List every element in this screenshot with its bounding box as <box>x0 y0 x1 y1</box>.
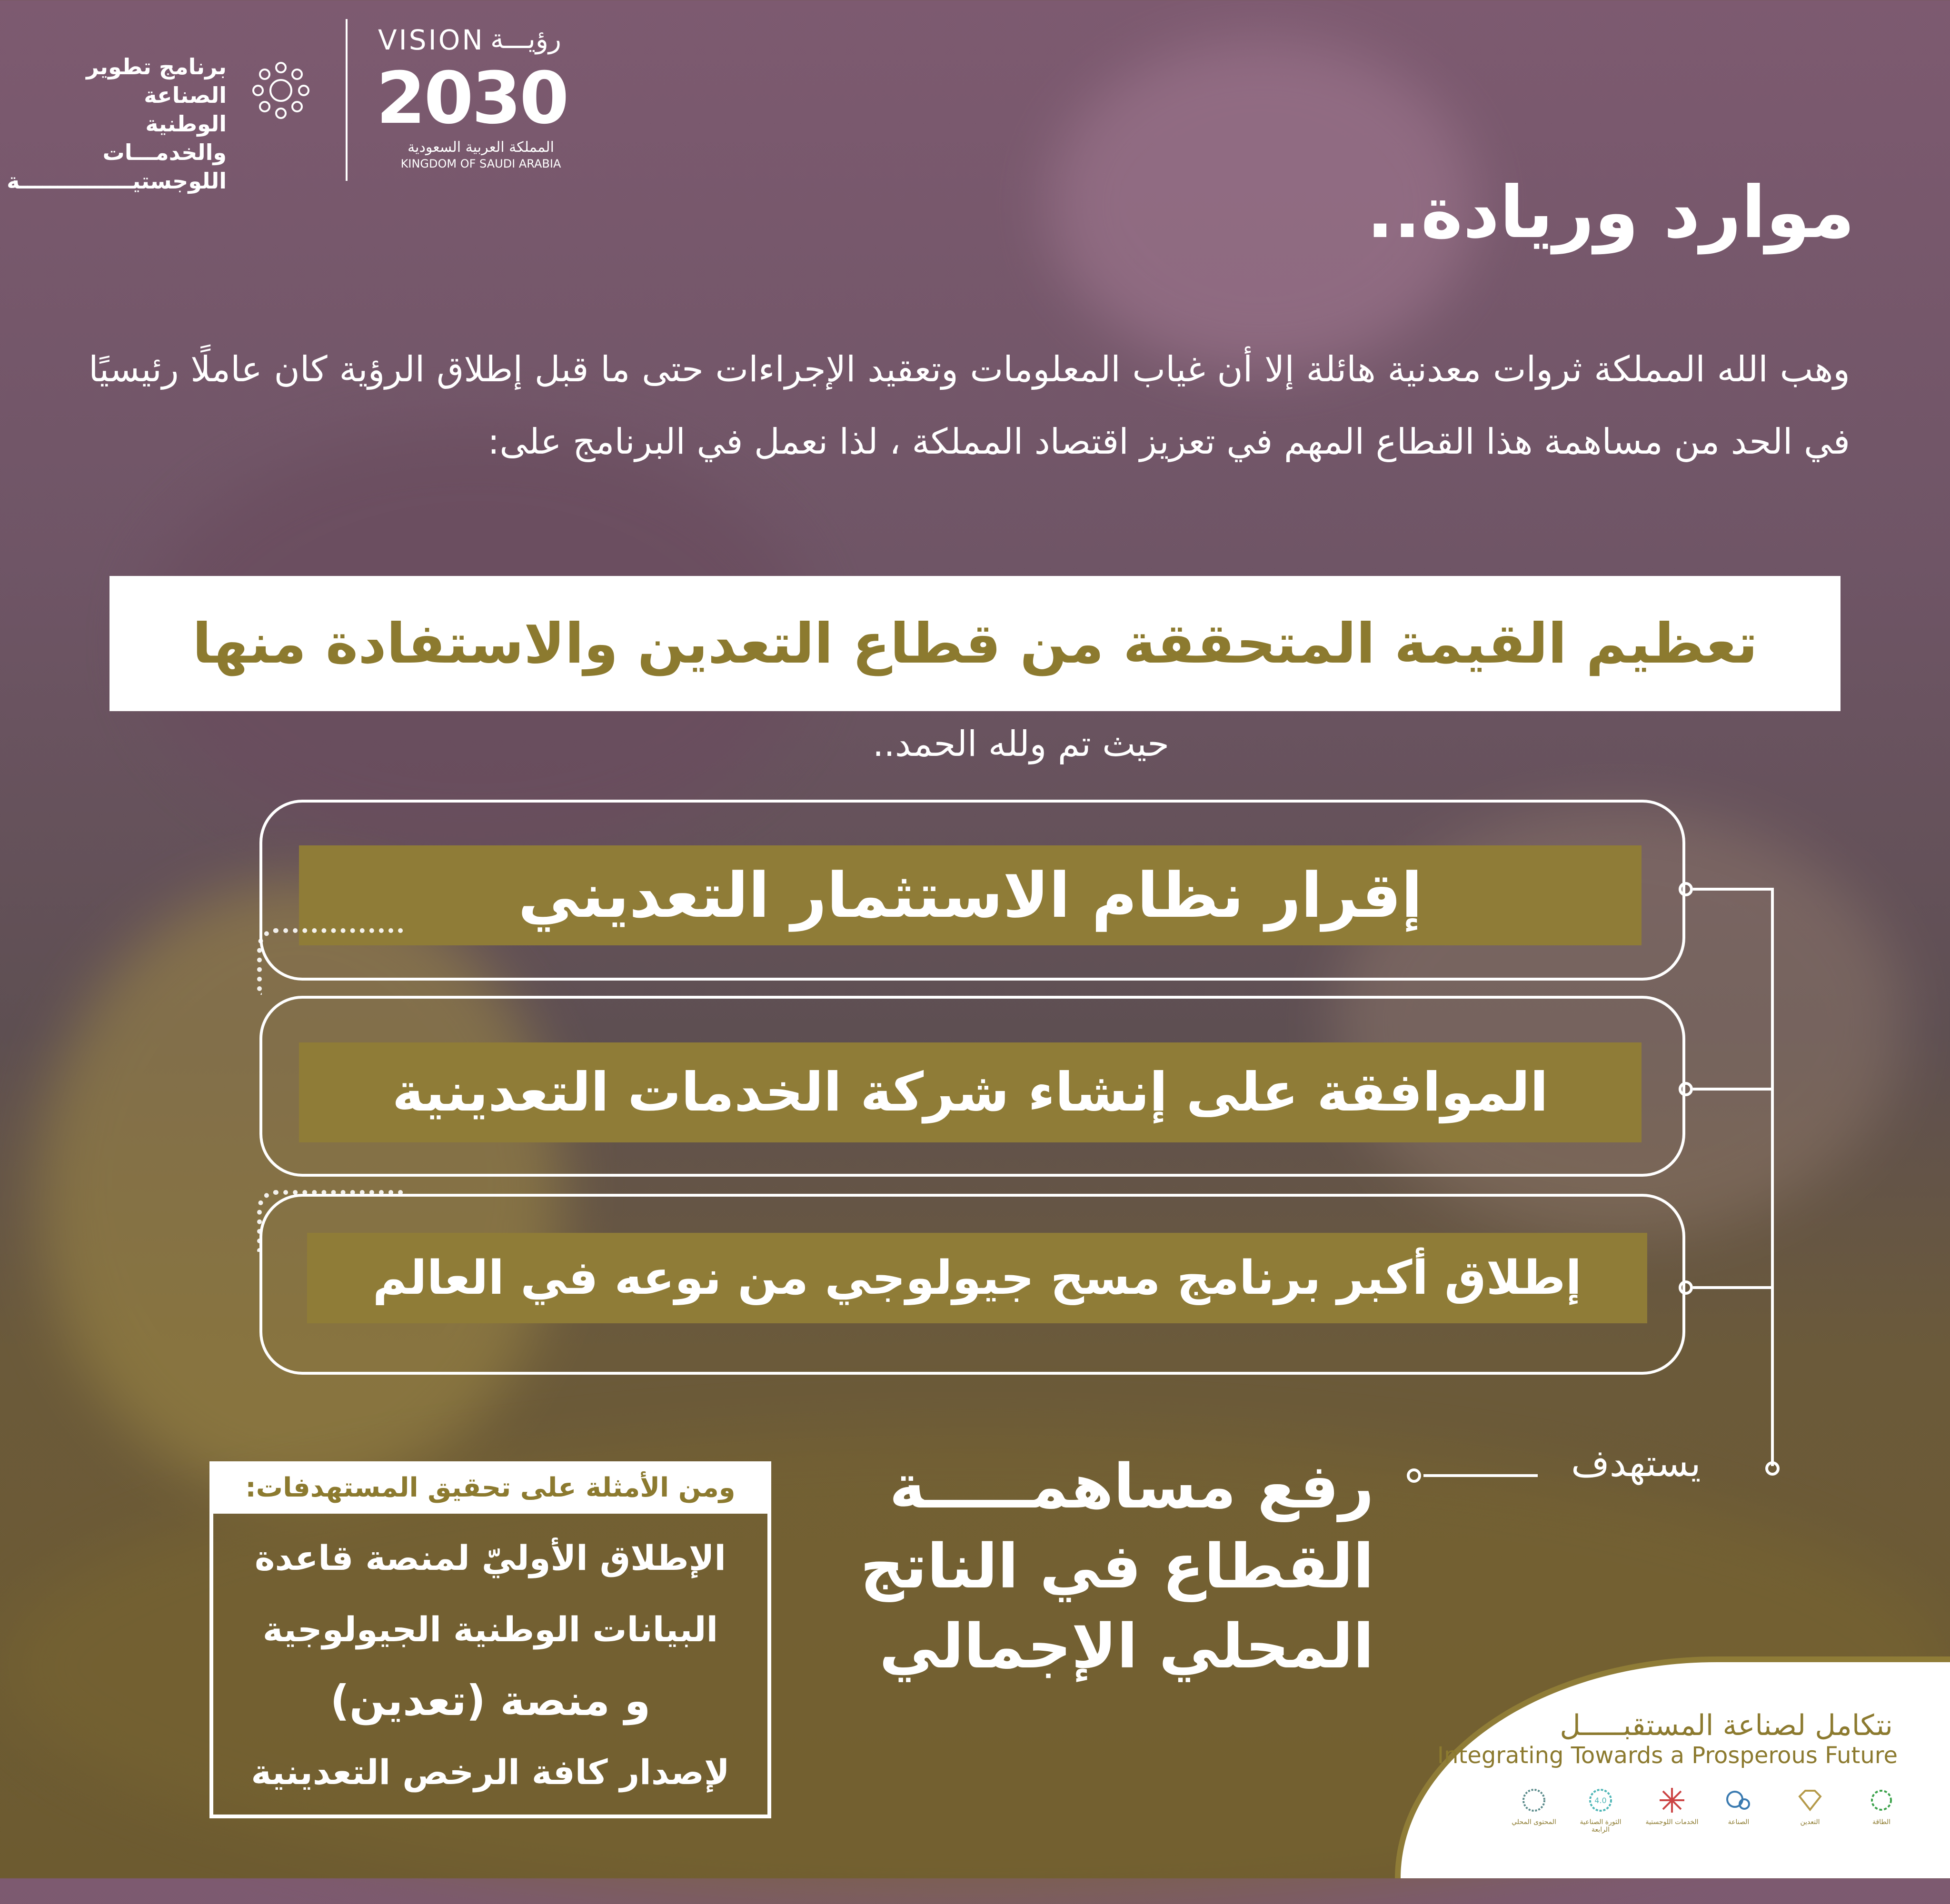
sector-label-energy: الطاقة <box>1872 1818 1891 1826</box>
header-divider <box>346 19 348 181</box>
kingdom-ar: المملكة العربية السعودية <box>408 139 554 156</box>
program-logo-icon <box>248 57 314 124</box>
target-text <box>803 1447 1374 1687</box>
sector-label-mining: التعدين <box>1800 1818 1820 1826</box>
target-arrow-line <box>1423 1474 1538 1477</box>
industry-4-icon <box>1585 1785 1616 1815</box>
footer-slogan-en: Integrating Towards a Prosperous Future <box>1437 1742 1898 1769</box>
vision-2030-logo <box>371 19 600 171</box>
sector-label-industry: الصناعة <box>1728 1818 1750 1826</box>
target-label: يستهدف <box>1571 1442 1701 1485</box>
kingdom-en: KINGDOM OF SAUDI ARABIA <box>400 157 561 170</box>
achievement-bar-2 <box>299 1042 1642 1142</box>
vision-word-ar: رؤيـــة <box>490 24 561 55</box>
program-name-line: برنامج تطوير الصناعة <box>86 54 227 108</box>
achievement-text-2: الموافقة على إنشاء شركة الخدمات التعدينية <box>392 1061 1549 1123</box>
vision-year: 2030 <box>376 57 567 140</box>
subtitle: حيث تم ولله الحمد.. <box>872 724 1169 764</box>
industry-icon <box>1723 1785 1754 1815</box>
example-line-2: البيانات الوطنية الجيولوجية <box>262 1609 718 1649</box>
target-line-1: رفع مساهمـــــة <box>889 1451 1374 1522</box>
connector-line <box>1693 1286 1774 1289</box>
target-line-3: المحلي الإجمالي <box>879 1611 1374 1682</box>
connector-line <box>1693 1088 1774 1091</box>
target-line-2: القطاع في الناتج <box>860 1531 1374 1602</box>
logistics-icon <box>1657 1785 1687 1815</box>
examples-box <box>209 1509 771 1818</box>
vision-word-en: VISION <box>378 24 485 56</box>
footer-slogan-ar: نتكامل لصناعة المستقبـــــل <box>1560 1709 1893 1742</box>
connector-end-dot <box>1765 1461 1780 1476</box>
connector-dot-2 <box>1679 1082 1693 1096</box>
local-content-icon <box>1519 1785 1549 1815</box>
program-name <box>7 52 227 195</box>
sector-label-industry-4: الثورة الصناعية الرابعة <box>1580 1818 1622 1834</box>
target-arrow-dot <box>1407 1468 1421 1483</box>
energy-icon <box>1866 1785 1897 1815</box>
goal-text: تعظيم القيمة المتحققة من قطاع التعدين والاستفادة منها <box>192 611 1758 676</box>
achievement-bar-1 <box>299 845 1642 945</box>
sector-label-logistics: الخدمات اللوجستية <box>1645 1818 1699 1826</box>
connector-vertical-line <box>1771 888 1774 1466</box>
examples-heading: ومن الأمثلة على تحقيق المستهدفات: <box>209 1461 771 1514</box>
program-name-line: اللوجستيـــــــــــــــة <box>7 168 227 194</box>
connector-line <box>1693 888 1774 891</box>
example-line-3: و منصة (تعدين) <box>330 1676 651 1725</box>
dotted-decoration <box>257 1190 405 1252</box>
svg-text:4.0: 4.0 <box>1594 1796 1607 1805</box>
connector-dot-3 <box>1679 1280 1693 1295</box>
achievement-text-1: إقرار نظام الاستثمار التعديني <box>518 859 1423 932</box>
mining-icon <box>1795 1785 1825 1815</box>
page-title: موارد وريادة.. <box>1366 171 1855 254</box>
intro-paragraph: وهب الله المملكة ثروات معدنية هائلة إلا أن غياب المعلومات وتعقيد الإجراءات حتى ما قبل إطلاق الرؤية كان عاملًا رئيسيًا في الحد من مساهمة هذا القطاع المهم في تعزيز اقتصاد المملكة ، لذا نعمل في البرنامج على: <box>89 349 1850 462</box>
example-line-1: الإطلاق الأوليّ لمنصة قاعدة <box>254 1538 726 1578</box>
program-name-line: الوطنية والخدمـــات <box>102 111 227 165</box>
dotted-decoration <box>257 928 405 995</box>
example-line-4: لإصدار كافة الرخص التعدينية <box>251 1752 730 1792</box>
goal-banner <box>109 576 1841 711</box>
achievement-text-3: إطلاق أكبر برنامج مسح جيولوجي من نوعه في العالم <box>372 1251 1582 1305</box>
connector-dot-1 <box>1679 882 1693 896</box>
sector-label-local-content: المحتوى المحلي <box>1512 1818 1556 1826</box>
achievement-bar-3 <box>307 1233 1647 1323</box>
program-logo <box>248 57 314 124</box>
